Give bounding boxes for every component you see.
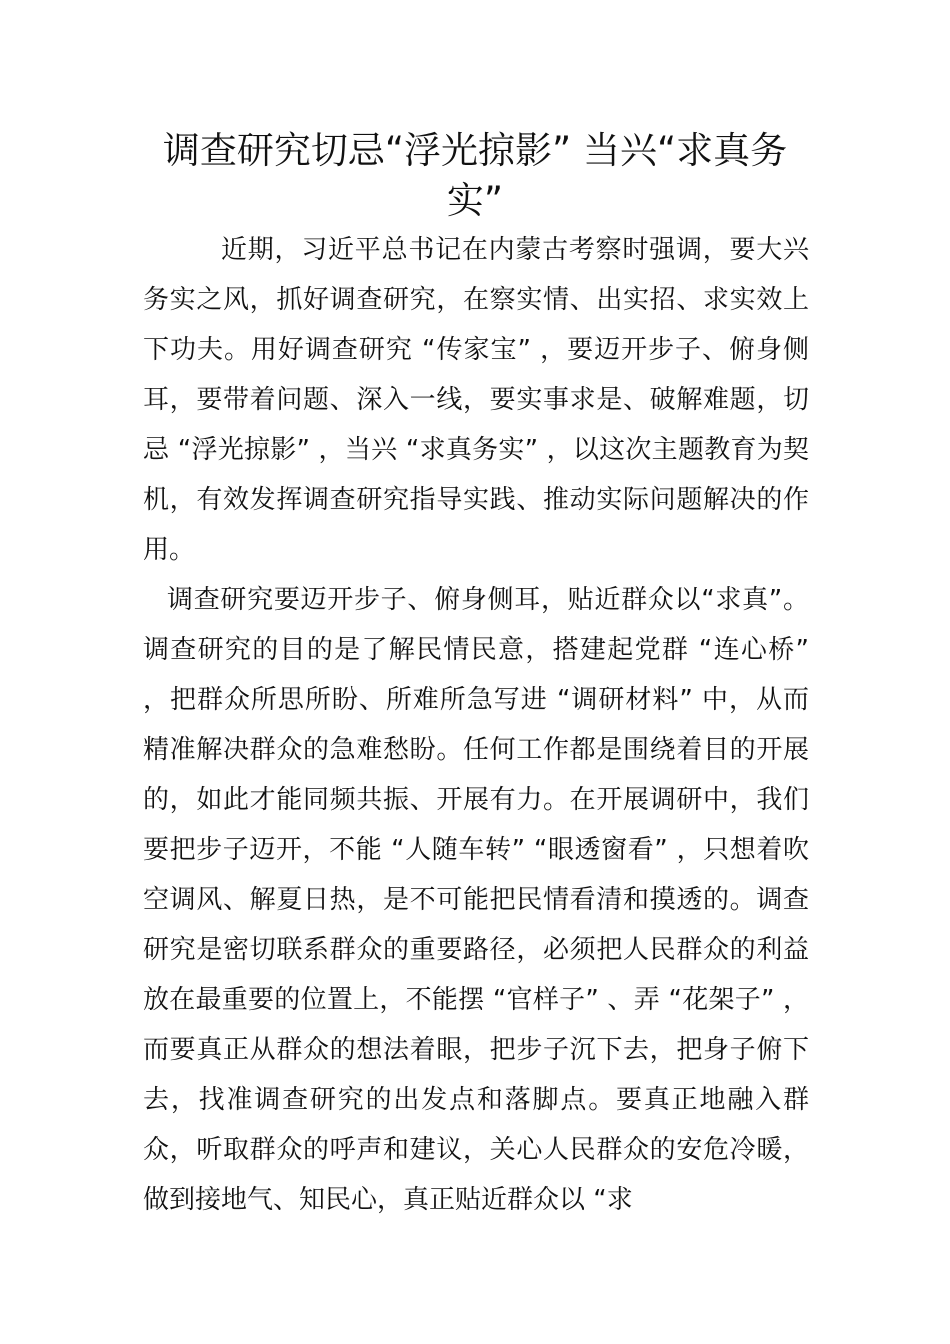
paragraph-seek-truth: 调查研究要迈开步子、俯身侧耳，贴近群众以“求真”。调查研究的目的是了解民情民意，搭建起党群 “连心桥” ，把群众所思所盼、所难所急写进 “调研材料” 中，从而精准解决群众的急难愁盼。任何工作都是围绕着目的开展的，如此才能同频共振、开展有力。在开展调研中，我们要把步子迈开，不能 “人随车转” “眼透窗看” ，只想着吹空调风、解夏日热，是不可能把民情看清和摸透的。调查研究是密切联系群众的重要路径，必须把人民群众的利益放在最重要的位置上，不能摆 “官样子” 、弄 “花架子” ，而要真正从群众的想法着眼，把步子沉下去，把身子俯下去，找准调查研究的出发点和落脚点。要真正地融入群众，听取群众的呼声和建议，关心人民群众的安危冷暖，做到接地气、知民心，真正贴近群众以 “求 bbox=[143, 585, 809, 1215]
document-title: 调查研究切忌“浮光掠影” 当兴“求真务实” bbox=[162, 129, 788, 222]
paragraph-intro: 近期，习近平总书记在内蒙古考察时强调，要大兴务实之风，抓好调查研究，在察实情、出实招、求实效上下功夫。用好调查研究 “传家宝” ，要迈开步子、俯身侧耳，要带着问题、深入一线，要实事求是、破解难题，切忌 “浮光掠影” ，当兴 “求真务实” ，以这次主题教育为契机，有效发挥调查研究指导实践、推动实际问题解决的作用。 bbox=[143, 235, 809, 565]
